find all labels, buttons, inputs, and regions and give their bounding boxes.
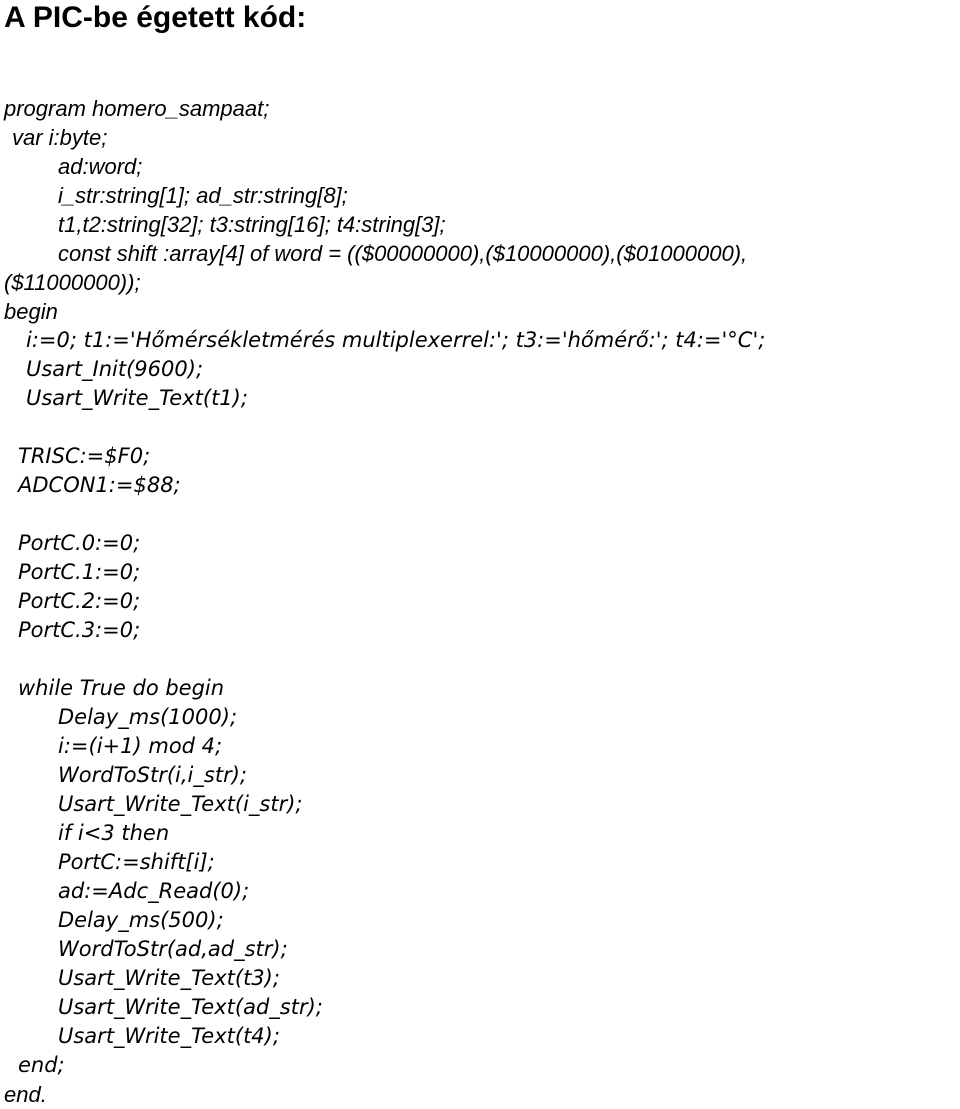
code-line-var: var i:byte; bbox=[12, 125, 108, 150]
code-line-if: if i<3 then bbox=[58, 821, 170, 845]
code-line-str-decl: i_str:string[1]; ad_str:string[8]; bbox=[58, 183, 348, 208]
code-line-write-t3: Usart_Write_Text(t3); bbox=[58, 966, 280, 990]
code-line-blank bbox=[0, 645, 960, 674]
code-line-adc-read: ad:=Adc_Read(0); bbox=[58, 879, 250, 903]
code-line-portc2: PortC.2:=0; bbox=[18, 589, 141, 613]
code-line-t-decl: t1,t2:string[32]; t3:string[16]; t4:string[3]; bbox=[58, 212, 446, 237]
code-line-begin: begin bbox=[4, 299, 58, 324]
code-line-portc-shift: PortC:=shift[i]; bbox=[58, 850, 215, 874]
code-line-wordtostr-i: WordToStr(i,i_str); bbox=[58, 763, 247, 787]
code-line-blank bbox=[0, 413, 960, 442]
code-listing bbox=[0, 94, 960, 1109]
code-line-delay-500: Delay_ms(500); bbox=[58, 908, 224, 932]
code-line-adcon1: ADCON1:=$88; bbox=[18, 473, 181, 497]
code-line-write-t1: Usart_Write_Text(t1); bbox=[26, 386, 248, 410]
code-line-end-loop: end; bbox=[18, 1053, 65, 1077]
code-line-while: while True do begin bbox=[18, 676, 225, 700]
code-line-init-strings: i:=0; t1:='Hőmérsékletmérés multiplexerrel:'; t3:='hőmérő:'; t4:='°C'; bbox=[26, 328, 766, 352]
code-line-const-shift-cont: ($11000000)); bbox=[4, 270, 141, 295]
code-line-portc0: PortC.0:=0; bbox=[18, 531, 141, 555]
code-line-write-ad-str: Usart_Write_Text(ad_str); bbox=[58, 995, 323, 1019]
code-line-const-shift: const shift :array[4] of word = (($00000000),($10000000),($01000000), bbox=[58, 241, 748, 266]
code-line-trisc: TRISC:=$F0; bbox=[18, 444, 151, 468]
code-line-portc3: PortC.3:=0; bbox=[18, 618, 141, 642]
code-line-delay-1000: Delay_ms(1000); bbox=[58, 705, 238, 729]
code-line-increment: i:=(i+1) mod 4; bbox=[58, 734, 223, 758]
code-line-write-t4: Usart_Write_Text(t4); bbox=[58, 1024, 280, 1048]
code-line-write-i-str: Usart_Write_Text(i_str); bbox=[58, 792, 303, 816]
page-title: A PIC-be égetett kód: bbox=[4, 1, 307, 34]
code-line-wordtostr-ad: WordToStr(ad,ad_str); bbox=[58, 937, 288, 961]
code-line-portc1: PortC.1:=0; bbox=[18, 560, 141, 584]
code-line-blank bbox=[0, 500, 960, 529]
code-line-ad-decl: ad:word; bbox=[58, 154, 143, 179]
code-line-end-program: end. bbox=[4, 1082, 47, 1107]
code-line-program: program homero_sampaat; bbox=[4, 96, 270, 121]
code-line-usart-init: Usart_Init(9600); bbox=[26, 357, 204, 381]
